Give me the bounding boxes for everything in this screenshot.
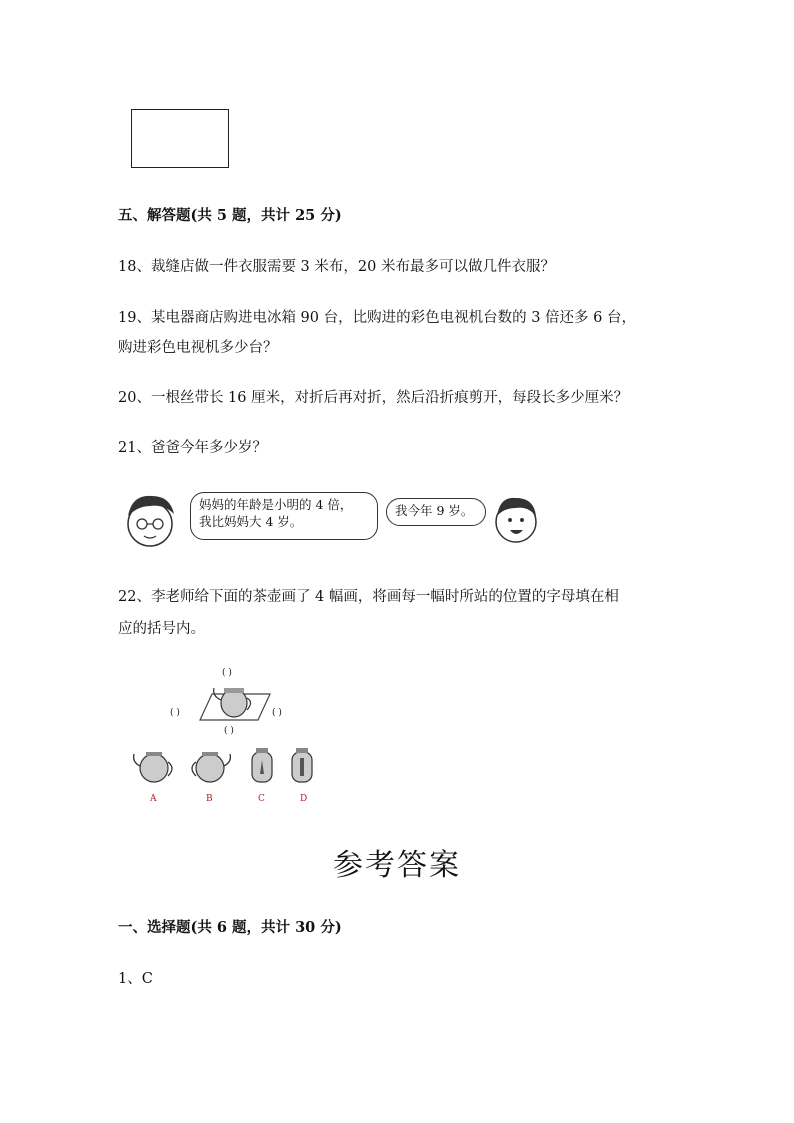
teapot-figure [120, 666, 335, 808]
teapot-drawing [120, 666, 335, 808]
paren-top: ( ) [222, 668, 232, 678]
blank-rectangle [131, 109, 229, 168]
teapot-d [292, 748, 312, 782]
teapot-a [134, 752, 172, 782]
answers-section1-heading: 一、选择题(共 6 题，共计 30 分) [118, 919, 342, 936]
speech-bubble-right: 我今年 9 岁。 [386, 498, 486, 526]
question-22-line1: 22、李老师给下面的茶壶画了 4 幅画，将画每一幅时所站的位置的字母填在相 [118, 589, 619, 605]
bubble-left-line1: 妈妈的年龄是小明的 4 倍， [199, 497, 353, 512]
label-c: C [258, 794, 265, 804]
paren-right: ( ) [272, 708, 282, 718]
answer-1: 1、C [118, 971, 153, 987]
teapot-c [252, 748, 272, 782]
speech-bubble-left [190, 492, 378, 540]
label-d: D [300, 794, 308, 804]
answers-title: 参考答案 [333, 848, 461, 883]
boy-face-right-icon [490, 486, 546, 554]
bubble-left-line2: 我比妈妈大 4 岁。 [199, 514, 303, 529]
teapot-b [192, 752, 230, 782]
paren-left: ( ) [170, 708, 180, 718]
question-19-line1: 19、某电器商店购进电冰箱 90 台，比购进的彩色电视机台数的 3 倍还多 6 台， [118, 310, 637, 326]
label-b: B [206, 794, 213, 804]
paren-bottom: ( ) [224, 726, 234, 736]
section-heading: 五、解答题(共 5 题，共计 25 分) [118, 207, 342, 224]
age-illustration [118, 486, 538, 556]
question-20: 20、一根丝带长 16 厘米，对折后再对折，然后沿折痕剪开，每段长多少厘米？ [118, 390, 629, 406]
question-21: 21、爸爸今年多少岁？ [118, 440, 267, 456]
label-a: A [150, 794, 157, 804]
question-22-line2: 应的括号内。 [118, 621, 205, 637]
question-18: 18、裁缝店做一件衣服需要 3 米布，20 米布最多可以做几件衣服？ [118, 259, 555, 275]
question-19-line2: 购进彩色电视机多少台？ [118, 340, 278, 356]
boy-face-left-icon [118, 486, 188, 554]
